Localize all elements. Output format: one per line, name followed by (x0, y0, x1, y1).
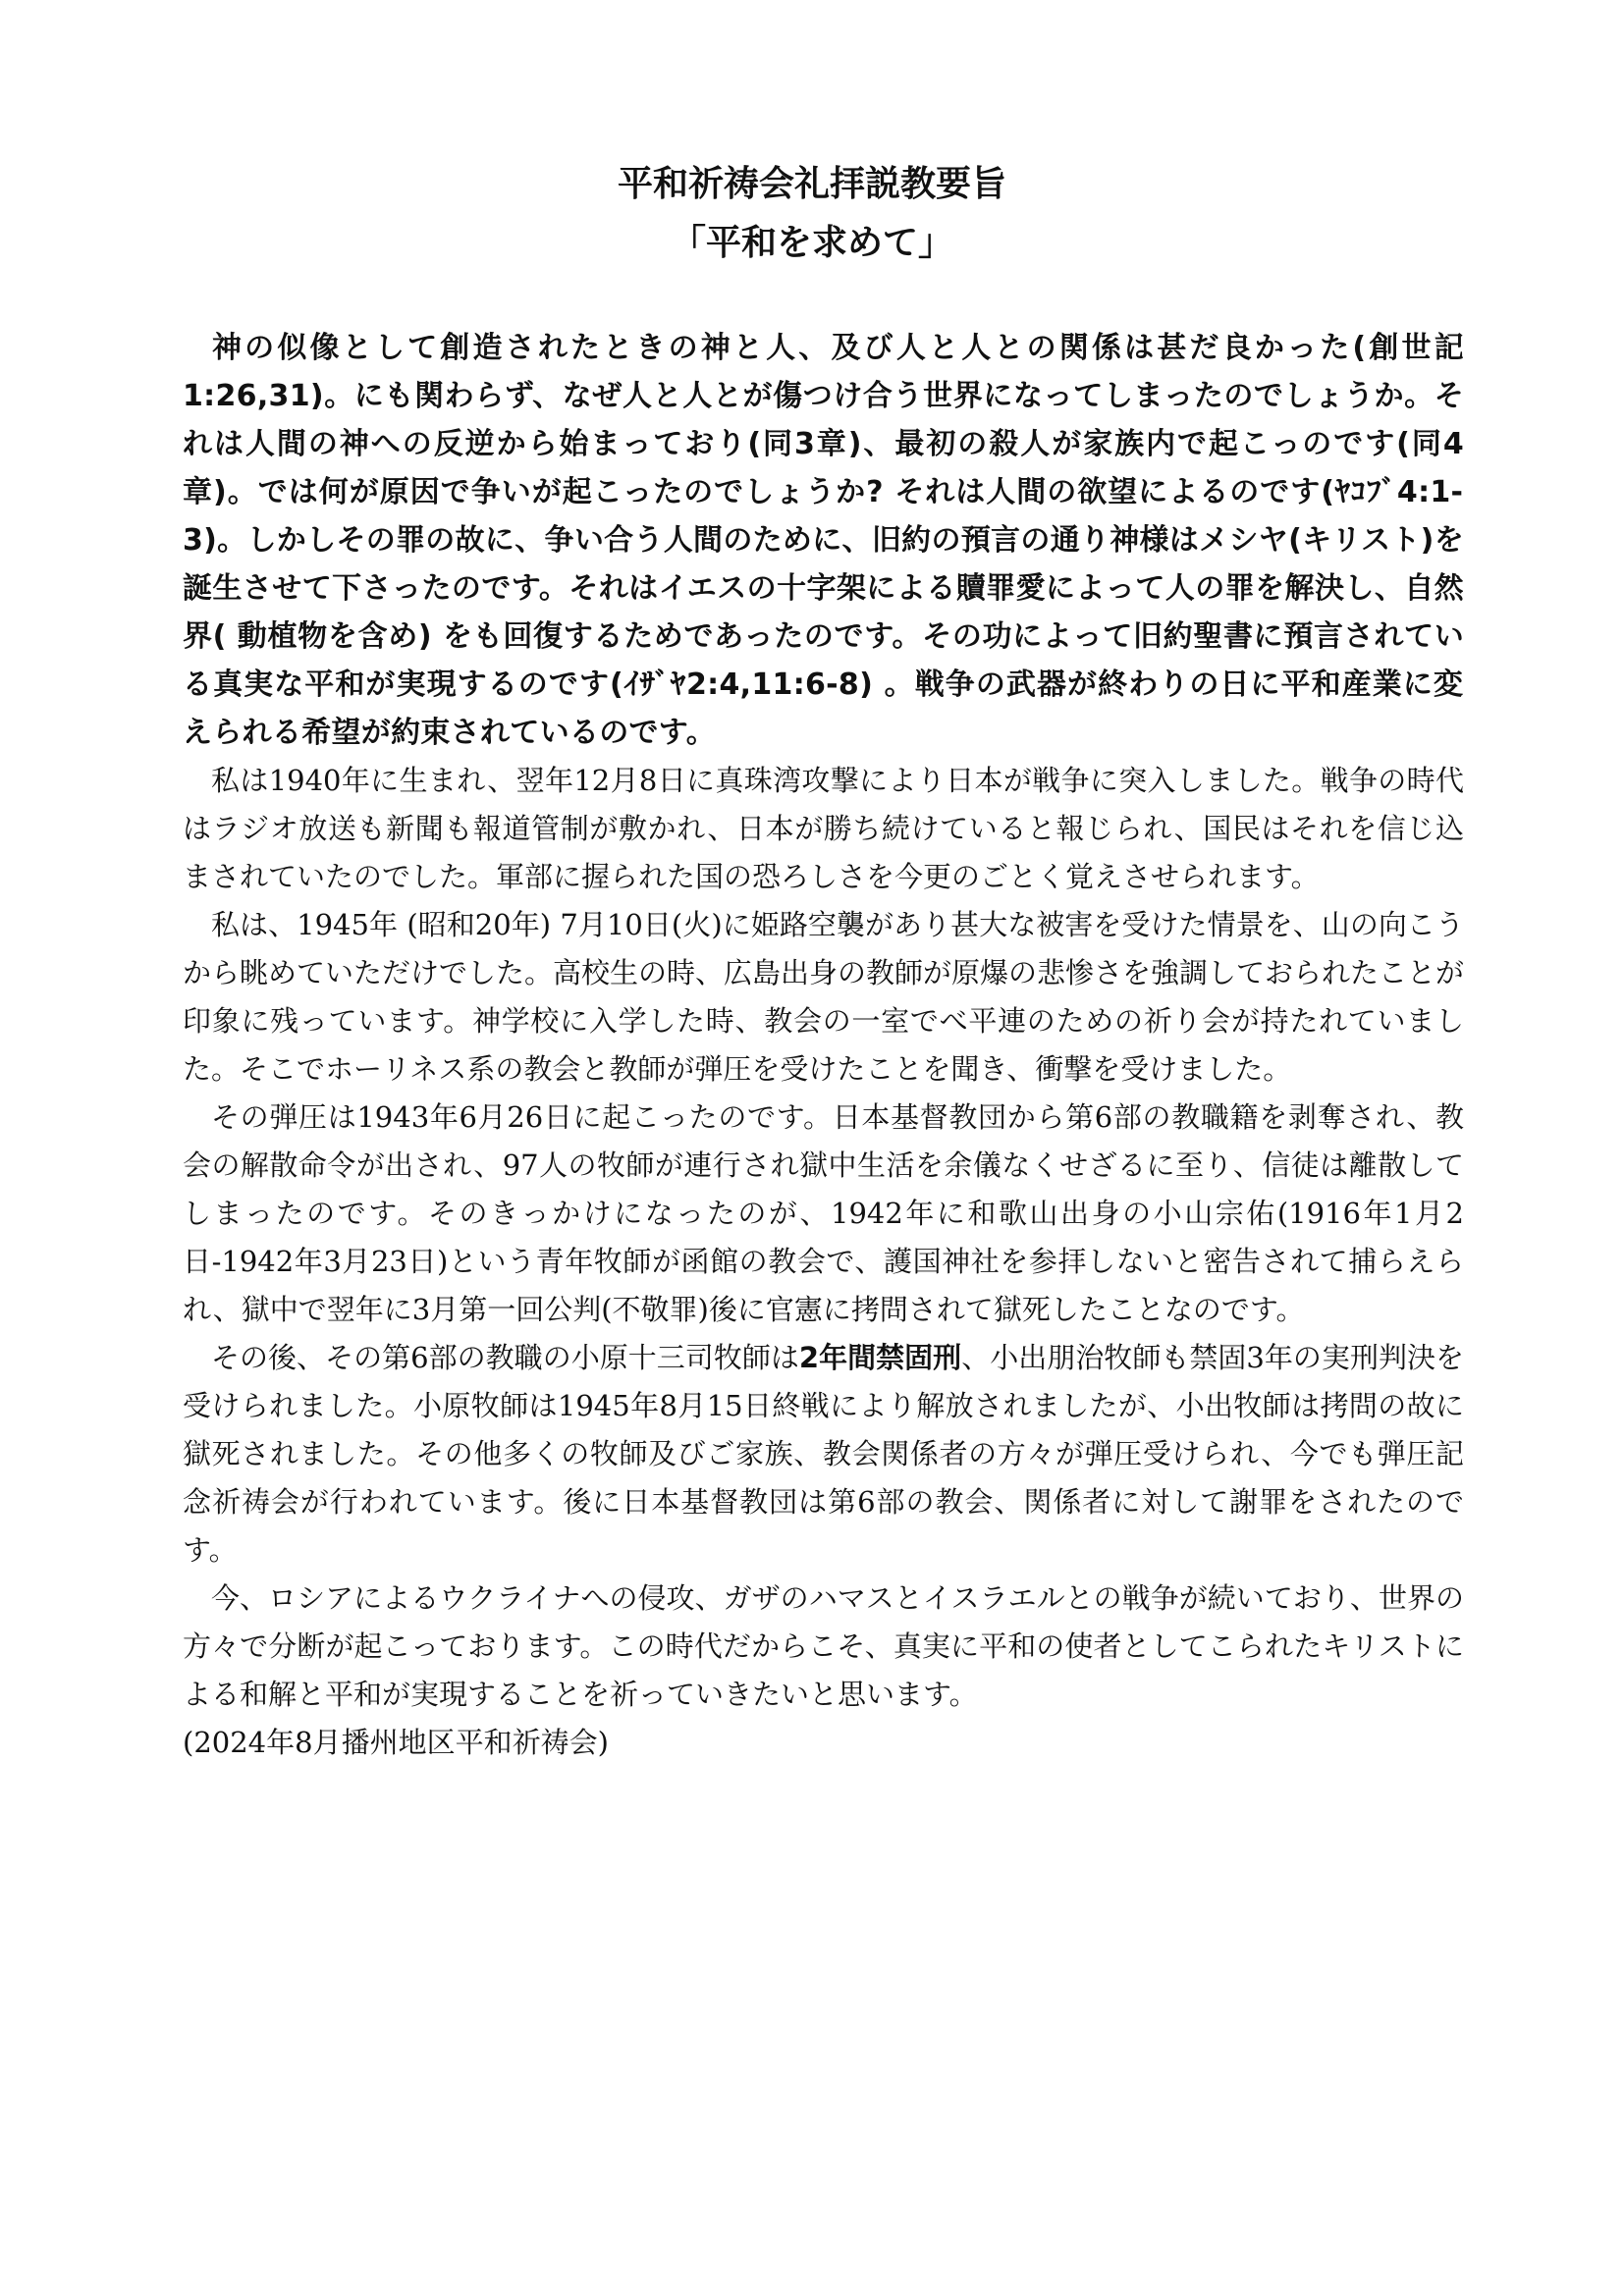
paragraph-birth: 私は1940年に生まれ、翌年12月8日に真珠湾攻撃により日本が戦争に突入しました。戦争の時代はラジオ放送も新聞も報道管制が敷かれ、日本が勝ち続けていると報じられ、国民はそれを信じ込まされていたのでした。軍部に握られた国の恐ろしさを今更のごとく覚えさせられます。 (183, 764, 1464, 893)
paragraph-intro: 神の似像として創造されたときの神と人、及び人と人との関係は甚だ良かった(創世記1:26,31)。にも関わらず、なぜ人と人とが傷つけ合う世界になってしまったのでしょうか。それは人間の神への反逆から始まっており(同3章)、最初の殺人が家族内で起こっのです(同4章)。では何が原因で争いが起こったのでしょうか? それは人間の欲望によるのです(ﾔｺﾌﾞ4:1-3)。しかしその罪の故に、争い合う人間のために、旧約の預言の通り神様はメシヤ(キリスト)を誕生させて下さったのです。それはイエスの十字架による贖罪愛によって人の罪を解決し、自然界( 動植物を含め) をも回復するためであったのです。その功によって旧約聖書に預言されている真実な平和が実現するのです(ｲｻﾞﾔ2:4,11:6-8) 。戦争の武器が終わりの日に平和産業に変えられる希望が約束されているのです。 (183, 331, 1464, 750)
paragraph-current-wars: 今、ロシアによるウクライナへの侵攻、ガザのハマスとイスラエルとの戦争が続いており、世界の方々で分断が起こっております。この時代だからこそ、真実に平和の使者としてこられたキリストによる和解と平和が実現することを祈っていきたいと思います。 (183, 1581, 1464, 1711)
document-subtitle: 「平和を求めて」 (670, 223, 953, 263)
sentence-emphasis: 2年間禁固刑 (798, 1341, 962, 1374)
paragraph-aftermath-start: その後、その第6部の教職の小原十三司牧師は (211, 1341, 799, 1374)
title-block (0, 155, 1624, 273)
document-title: 平和祈祷会礼拝説教要旨 (617, 164, 1006, 204)
paragraph-aftermath (183, 1334, 1464, 1575)
document-body (183, 324, 1464, 1767)
document-source-note: (2024年8月播州地区平和祈祷会) (183, 1726, 609, 1759)
paragraph-persecution: その弾圧は1943年6月26日に起こったのです。日本基督教団から第6部の教職籍を剥奪され、教会の解散命令が出され、97人の牧師が連行され獄中生活を余儀なくせざるに至り、信徒は離散してしまったのです。そのきっかけになったのが、1942年に和歌山出身の小山宗佑(1916年1月2日-1942年3月23日)という青年牧師が函館の教会で、護国神社を参拝しないと密告されて捕らえられ、獄中で翌年に3月第一回公判(不敬罪)後に官憲に拷問されて獄死したことなのです。 (183, 1100, 1464, 1326)
paragraph-aftermath-end: 、小出朋治牧師も禁固3年の実刑判決を受けられました。小原牧師は1945年8月15日終戦により解放されましたが、小出牧師は拷問の故に獄死されました。その他多くの牧師及びご家族、教会関係者の方々が弾圧受けられ、今でも弾圧記念祈祷会が行われています。後に日本基督教団は第6部の教会、関係者に対して謝罪をされたのです。 (183, 1341, 1465, 1567)
paragraph-himeji-air-raid: 私は、1945年 (昭和20年) 7月10日(火)に姫路空襲があり甚大な被害を受けた情景を、山の向こうから眺めていただけでした。高校生の時、広島出身の教師が原爆の悲惨さを強調しておられたことが印象に残っています。神学校に入学した時、教会の一室でべ平連のための祈り会が持たれていました。そこでホーリネス系の教会と教師が弾圧を受けたことを聞き、衝撃を受けました。 (183, 908, 1465, 1086)
